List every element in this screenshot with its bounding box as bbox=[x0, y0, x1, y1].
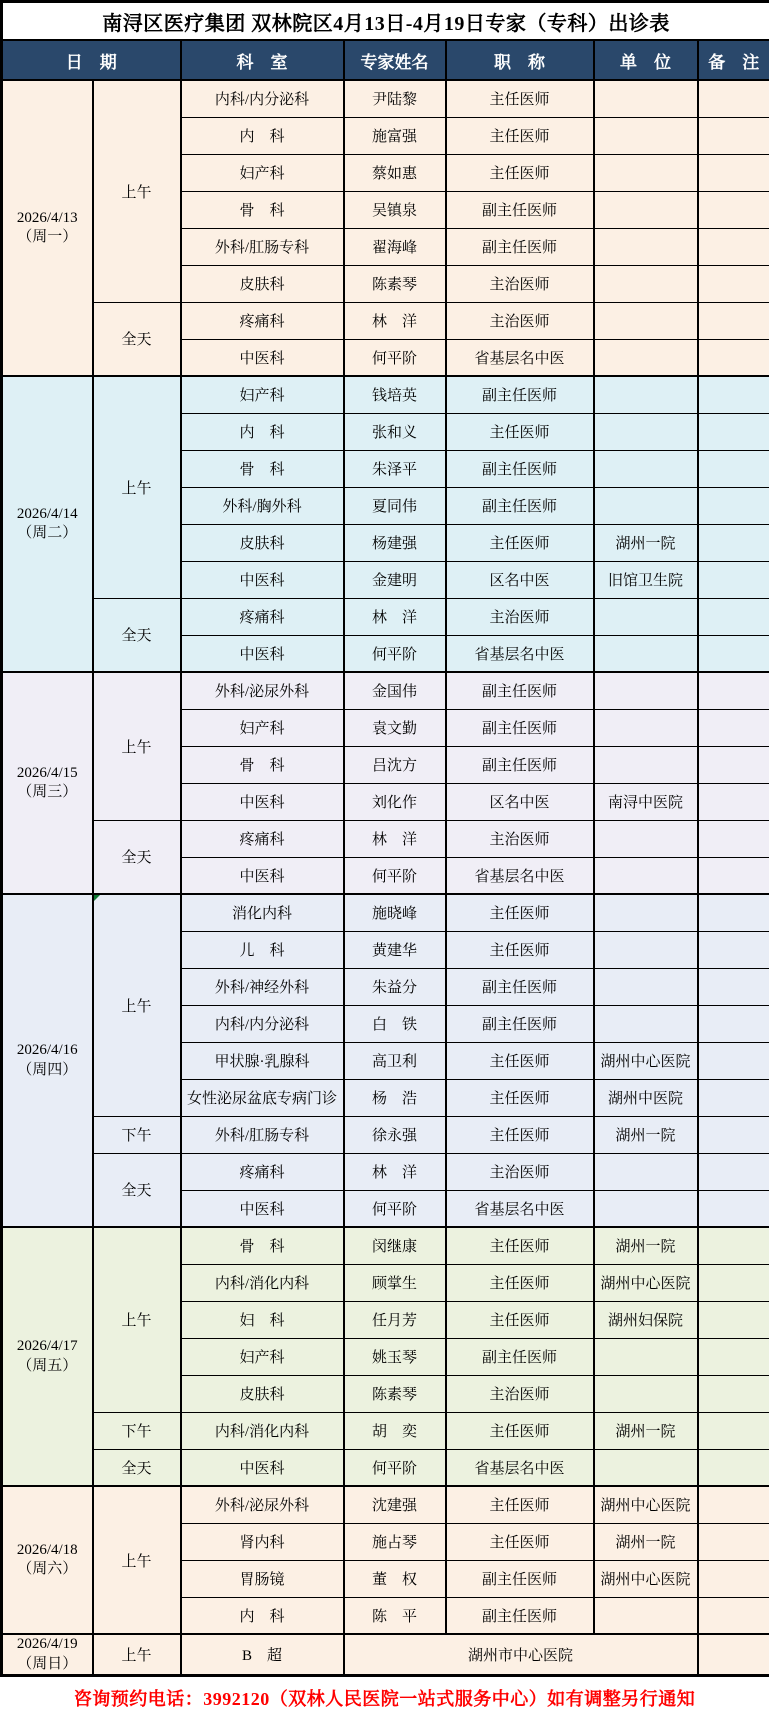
doctor-name-cell: 施占琴 bbox=[344, 1523, 446, 1560]
job-title-cell: 主治医师 bbox=[446, 302, 594, 339]
unit-cell bbox=[594, 709, 698, 746]
job-title-cell: 主任医师 bbox=[446, 1264, 594, 1301]
date-cell bbox=[2, 1634, 93, 1676]
session-cell: 全天 bbox=[93, 820, 181, 894]
department-cell: 内 科 bbox=[181, 1597, 344, 1634]
date-cell bbox=[2, 80, 93, 376]
department-cell: 胃肠镜 bbox=[181, 1560, 344, 1597]
job-title-cell: 主任医师 bbox=[446, 931, 594, 968]
session-cell: 上午 bbox=[93, 376, 181, 598]
unit-cell: 湖州一院 bbox=[594, 1227, 698, 1264]
note-cell bbox=[698, 339, 769, 376]
doctor-name-cell: 杨建强 bbox=[344, 524, 446, 561]
note-cell bbox=[698, 1042, 769, 1079]
unit-cell: 湖州一院 bbox=[594, 1116, 698, 1153]
schedule-row bbox=[2, 1449, 769, 1486]
job-title-cell: 主治医师 bbox=[446, 265, 594, 302]
schedule-row bbox=[2, 1116, 769, 1153]
unit-cell bbox=[594, 672, 698, 709]
doctor-name-cell: 钱培英 bbox=[344, 376, 446, 413]
job-title-cell: 副主任医师 bbox=[446, 376, 594, 413]
doctor-name-cell: 张和义 bbox=[344, 413, 446, 450]
department-cell: 骨 科 bbox=[181, 1227, 344, 1264]
job-title-cell: 主任医师 bbox=[446, 1042, 594, 1079]
note-cell bbox=[698, 154, 769, 191]
doctor-name-cell: 徐永强 bbox=[344, 1116, 446, 1153]
department-cell: 外科/泌尿外科 bbox=[181, 672, 344, 709]
unit-cell bbox=[594, 302, 698, 339]
unit-cell bbox=[594, 1597, 698, 1634]
job-title-cell: 副主任医师 bbox=[446, 487, 594, 524]
department-cell: 妇产科 bbox=[181, 1338, 344, 1375]
doctor-name-cell: 何平阶 bbox=[344, 1190, 446, 1227]
session-cell: 全天 bbox=[93, 1449, 181, 1486]
note-cell bbox=[698, 1523, 769, 1560]
schedule-row bbox=[2, 598, 769, 635]
note-cell bbox=[698, 1190, 769, 1227]
doctor-name-cell: 沈建强 bbox=[344, 1486, 446, 1523]
note-cell bbox=[698, 1227, 769, 1264]
note-cell bbox=[698, 1153, 769, 1190]
date-cell bbox=[2, 1227, 93, 1486]
department-cell: 中医科 bbox=[181, 783, 344, 820]
schedule-row bbox=[2, 1634, 769, 1676]
job-title-cell: 主任医师 bbox=[446, 1486, 594, 1523]
unit-cell: 南浔中医院 bbox=[594, 783, 698, 820]
unit-cell: 湖州中心医院 bbox=[594, 1486, 698, 1523]
note-cell bbox=[698, 1338, 769, 1375]
note-cell bbox=[698, 117, 769, 154]
department-cell: 骨 科 bbox=[181, 746, 344, 783]
job-title-cell: 省基层名中医 bbox=[446, 635, 594, 672]
unit-cell bbox=[594, 968, 698, 1005]
department-cell: 内 科 bbox=[181, 117, 344, 154]
unit-cell bbox=[594, 1449, 698, 1486]
note-cell bbox=[698, 894, 769, 931]
doctor-name-cell: 林 洋 bbox=[344, 598, 446, 635]
unit-cell: 湖州一院 bbox=[594, 1412, 698, 1449]
department-cell: 甲状腺·乳腺科 bbox=[181, 1042, 344, 1079]
note-cell bbox=[698, 1301, 769, 1338]
doctor-name-cell: 袁文勤 bbox=[344, 709, 446, 746]
department-cell: 肾内科 bbox=[181, 1523, 344, 1560]
weekday-text: （周日） bbox=[4, 1655, 91, 1675]
unit-cell bbox=[594, 857, 698, 894]
job-title-cell: 主治医师 bbox=[446, 598, 594, 635]
table-header-row bbox=[2, 40, 769, 80]
job-title-cell: 主任医师 bbox=[446, 894, 594, 931]
schedule-row bbox=[2, 820, 769, 857]
job-title-cell: 副主任医师 bbox=[446, 672, 594, 709]
department-cell: B 超 bbox=[181, 1634, 344, 1676]
job-title-cell: 副主任医师 bbox=[446, 1338, 594, 1375]
note-cell bbox=[698, 265, 769, 302]
note-cell bbox=[698, 191, 769, 228]
schedule-row bbox=[2, 894, 769, 931]
date-text: 2026/4/15 bbox=[4, 764, 91, 784]
weekday-text: （周五） bbox=[4, 1357, 91, 1377]
unit-cell bbox=[594, 1190, 698, 1227]
doctor-name-cell: 林 洋 bbox=[344, 820, 446, 857]
note-cell bbox=[698, 1634, 769, 1676]
schedule-row bbox=[2, 302, 769, 339]
job-title-cell: 副主任医师 bbox=[446, 1597, 594, 1634]
unit-cell bbox=[594, 154, 698, 191]
column-header-title: 职 称 bbox=[446, 40, 594, 80]
unit-cell: 湖州妇保院 bbox=[594, 1301, 698, 1338]
session-cell: 上午 bbox=[93, 80, 181, 302]
note-cell bbox=[698, 1412, 769, 1449]
job-title-cell: 主治医师 bbox=[446, 1375, 594, 1412]
date-text: 2026/4/17 bbox=[4, 1337, 91, 1357]
note-cell bbox=[698, 1597, 769, 1634]
note-cell bbox=[698, 746, 769, 783]
doctor-name-cell: 翟海峰 bbox=[344, 228, 446, 265]
doctor-name-cell: 吴镇泉 bbox=[344, 191, 446, 228]
department-cell: 皮肤科 bbox=[181, 524, 344, 561]
title-row bbox=[2, 2, 769, 41]
department-cell: 妇产科 bbox=[181, 376, 344, 413]
department-cell: 妇产科 bbox=[181, 154, 344, 191]
department-cell: 女性泌尿盆底专病门诊 bbox=[181, 1079, 344, 1116]
doctor-name-cell: 施富强 bbox=[344, 117, 446, 154]
job-title-cell: 主任医师 bbox=[446, 154, 594, 191]
doctor-name-cell: 何平阶 bbox=[344, 857, 446, 894]
department-cell: 中医科 bbox=[181, 339, 344, 376]
job-title-cell: 副主任医师 bbox=[446, 228, 594, 265]
unit-cell bbox=[594, 1153, 698, 1190]
note-cell bbox=[698, 487, 769, 524]
doctor-name-cell: 刘化作 bbox=[344, 783, 446, 820]
note-cell bbox=[698, 1449, 769, 1486]
column-header-unit: 单 位 bbox=[594, 40, 698, 80]
doctor-name-cell: 金国伟 bbox=[344, 672, 446, 709]
unit-cell bbox=[594, 191, 698, 228]
doctor-name-cell: 吕沈方 bbox=[344, 746, 446, 783]
department-cell: 外科/胸外科 bbox=[181, 487, 344, 524]
department-cell: 中医科 bbox=[181, 635, 344, 672]
job-title-cell: 主任医师 bbox=[446, 80, 594, 117]
department-cell: 外科/神经外科 bbox=[181, 968, 344, 1005]
date-cell bbox=[2, 894, 93, 1227]
job-title-cell: 主任医师 bbox=[446, 1116, 594, 1153]
job-title-cell: 副主任医师 bbox=[446, 746, 594, 783]
page-title: 南浔区医疗集团 双林院区4月13日-4月19日专家（专科）出诊表 bbox=[2, 2, 769, 41]
weekday-text: （周三） bbox=[4, 783, 91, 803]
department-cell: 骨 科 bbox=[181, 450, 344, 487]
unit-cell bbox=[594, 894, 698, 931]
doctor-name-cell: 何平阶 bbox=[344, 635, 446, 672]
department-cell: 妇 科 bbox=[181, 1301, 344, 1338]
doctor-name-cell: 施晓峰 bbox=[344, 894, 446, 931]
doctor-name-cell: 尹陆黎 bbox=[344, 80, 446, 117]
department-cell: 儿 科 bbox=[181, 931, 344, 968]
doctor-name-cell: 陈素琴 bbox=[344, 265, 446, 302]
column-header-department: 科 室 bbox=[181, 40, 344, 80]
department-cell: 疼痛科 bbox=[181, 598, 344, 635]
weekday-text: （周二） bbox=[4, 524, 91, 544]
department-cell: 外科/肛肠专科 bbox=[181, 228, 344, 265]
department-cell: 疼痛科 bbox=[181, 820, 344, 857]
department-cell: 内科/内分泌科 bbox=[181, 80, 344, 117]
job-title-cell: 主任医师 bbox=[446, 1227, 594, 1264]
session-cell: 上午 bbox=[93, 672, 181, 820]
session-cell: 全天 bbox=[93, 302, 181, 376]
department-cell: 中医科 bbox=[181, 561, 344, 598]
note-cell bbox=[698, 561, 769, 598]
column-header-date: 日 期 bbox=[2, 40, 181, 80]
job-title-cell: 副主任医师 bbox=[446, 191, 594, 228]
unit-cell bbox=[594, 1338, 698, 1375]
department-cell: 疼痛科 bbox=[181, 1153, 344, 1190]
column-header-expert-name: 专家姓名 bbox=[344, 40, 446, 80]
note-cell bbox=[698, 857, 769, 894]
session-cell: 全天 bbox=[93, 1153, 181, 1227]
date-cell bbox=[2, 376, 93, 672]
doctor-name-cell: 闵继康 bbox=[344, 1227, 446, 1264]
column-header-note: 备 注 bbox=[698, 40, 769, 80]
doctor-name-cell: 胡 奕 bbox=[344, 1412, 446, 1449]
note-cell bbox=[698, 783, 769, 820]
merged-hospital-cell: 湖州市中心医院 bbox=[344, 1634, 698, 1676]
date-text: 2026/4/14 bbox=[4, 505, 91, 525]
job-title-cell: 主任医师 bbox=[446, 1079, 594, 1116]
note-cell bbox=[698, 1560, 769, 1597]
unit-cell: 湖州一院 bbox=[594, 1523, 698, 1560]
session-cell: 下午 bbox=[93, 1412, 181, 1449]
session-cell: 下午 bbox=[93, 1116, 181, 1153]
note-cell bbox=[698, 1079, 769, 1116]
department-cell: 外科/泌尿外科 bbox=[181, 1486, 344, 1523]
excel-comment-marker-icon bbox=[94, 895, 100, 901]
job-title-cell: 副主任医师 bbox=[446, 968, 594, 1005]
unit-cell bbox=[594, 931, 698, 968]
job-title-cell: 主任医师 bbox=[446, 524, 594, 561]
unit-cell: 湖州中医院 bbox=[594, 1079, 698, 1116]
job-title-cell: 副主任医师 bbox=[446, 1005, 594, 1042]
unit-cell bbox=[594, 487, 698, 524]
job-title-cell: 副主任医师 bbox=[446, 1560, 594, 1597]
department-cell: 内科/消化内科 bbox=[181, 1412, 344, 1449]
note-cell bbox=[698, 820, 769, 857]
schedule-row bbox=[2, 80, 769, 117]
unit-cell bbox=[594, 635, 698, 672]
department-cell: 消化内科 bbox=[181, 894, 344, 931]
schedule-row bbox=[2, 1412, 769, 1449]
date-cell bbox=[2, 672, 93, 894]
unit-cell bbox=[594, 820, 698, 857]
note-cell bbox=[698, 635, 769, 672]
doctor-name-cell: 蔡如惠 bbox=[344, 154, 446, 191]
unit-cell bbox=[594, 746, 698, 783]
doctor-name-cell: 朱益分 bbox=[344, 968, 446, 1005]
weekday-text: （周四） bbox=[4, 1061, 91, 1081]
note-cell bbox=[698, 1264, 769, 1301]
job-title-cell: 主任医师 bbox=[446, 1301, 594, 1338]
doctor-name-cell: 何平阶 bbox=[344, 1449, 446, 1486]
session-cell: 上午 bbox=[93, 1227, 181, 1412]
date-text: 2026/4/16 bbox=[4, 1041, 91, 1061]
session-cell: 上午 bbox=[93, 894, 181, 1116]
job-title-cell: 省基层名中医 bbox=[446, 339, 594, 376]
doctor-name-cell: 何平阶 bbox=[344, 339, 446, 376]
weekday-text: （周六） bbox=[4, 1560, 91, 1580]
unit-cell: 湖州中心医院 bbox=[594, 1264, 698, 1301]
doctor-name-cell: 任月芳 bbox=[344, 1301, 446, 1338]
note-cell bbox=[698, 598, 769, 635]
doctor-name-cell: 高卫利 bbox=[344, 1042, 446, 1079]
job-title-cell: 主任医师 bbox=[446, 413, 594, 450]
unit-cell bbox=[594, 117, 698, 154]
doctor-name-cell: 黄建华 bbox=[344, 931, 446, 968]
date-text: 2026/4/13 bbox=[4, 209, 91, 229]
unit-cell: 湖州中心医院 bbox=[594, 1042, 698, 1079]
note-cell bbox=[698, 968, 769, 1005]
unit-cell: 湖州中心医院 bbox=[594, 1560, 698, 1597]
session-cell: 全天 bbox=[93, 598, 181, 672]
doctor-name-cell: 董 权 bbox=[344, 1560, 446, 1597]
department-cell: 妇产科 bbox=[181, 709, 344, 746]
department-cell: 内科/消化内科 bbox=[181, 1264, 344, 1301]
unit-cell bbox=[594, 265, 698, 302]
schedule-row bbox=[2, 376, 769, 413]
note-cell bbox=[698, 80, 769, 117]
job-title-cell: 主治医师 bbox=[446, 1153, 594, 1190]
unit-cell bbox=[594, 450, 698, 487]
job-title-cell: 省基层名中医 bbox=[446, 857, 594, 894]
note-cell bbox=[698, 302, 769, 339]
job-title-cell: 省基层名中医 bbox=[446, 1190, 594, 1227]
date-text: 2026/4/18 bbox=[4, 1541, 91, 1561]
job-title-cell: 主任医师 bbox=[446, 1523, 594, 1560]
note-cell bbox=[698, 1116, 769, 1153]
department-cell: 皮肤科 bbox=[181, 265, 344, 302]
department-cell: 中医科 bbox=[181, 857, 344, 894]
department-cell: 内科/内分泌科 bbox=[181, 1005, 344, 1042]
note-cell bbox=[698, 1486, 769, 1523]
doctor-name-cell: 陈 平 bbox=[344, 1597, 446, 1634]
doctor-name-cell: 林 洋 bbox=[344, 1153, 446, 1190]
job-title-cell: 主任医师 bbox=[446, 117, 594, 154]
note-cell bbox=[698, 709, 769, 746]
doctor-name-cell: 金建明 bbox=[344, 561, 446, 598]
note-cell bbox=[698, 1375, 769, 1412]
department-cell: 中医科 bbox=[181, 1190, 344, 1227]
department-cell: 内 科 bbox=[181, 413, 344, 450]
unit-cell bbox=[594, 413, 698, 450]
department-cell: 中医科 bbox=[181, 1449, 344, 1486]
unit-cell bbox=[594, 598, 698, 635]
job-title-cell: 省基层名中医 bbox=[446, 1449, 594, 1486]
doctor-name-cell: 夏同伟 bbox=[344, 487, 446, 524]
note-cell bbox=[698, 228, 769, 265]
job-title-cell: 副主任医师 bbox=[446, 450, 594, 487]
unit-cell bbox=[594, 1005, 698, 1042]
doctor-name-cell: 白 铁 bbox=[344, 1005, 446, 1042]
schedule-row bbox=[2, 1227, 769, 1264]
session-cell: 上午 bbox=[93, 1486, 181, 1634]
department-cell: 皮肤科 bbox=[181, 1375, 344, 1412]
department-cell: 外科/肛肠专科 bbox=[181, 1116, 344, 1153]
job-title-cell: 区名中医 bbox=[446, 783, 594, 820]
note-cell bbox=[698, 450, 769, 487]
weekday-text: （周一） bbox=[4, 228, 91, 248]
department-cell: 骨 科 bbox=[181, 191, 344, 228]
unit-cell bbox=[594, 1375, 698, 1412]
schedule-row bbox=[2, 1486, 769, 1523]
date-text: 2026/4/19 bbox=[4, 1635, 91, 1655]
unit-cell bbox=[594, 80, 698, 117]
schedule-row bbox=[2, 1153, 769, 1190]
unit-cell bbox=[594, 339, 698, 376]
unit-cell bbox=[594, 376, 698, 413]
doctor-name-cell: 杨 浩 bbox=[344, 1079, 446, 1116]
schedule-row bbox=[2, 672, 769, 709]
job-title-cell: 主治医师 bbox=[446, 820, 594, 857]
job-title-cell: 主任医师 bbox=[446, 1412, 594, 1449]
doctor-name-cell: 陈素琴 bbox=[344, 1375, 446, 1412]
unit-cell bbox=[594, 228, 698, 265]
note-cell bbox=[698, 376, 769, 413]
note-cell bbox=[698, 1005, 769, 1042]
unit-cell: 旧馆卫生院 bbox=[594, 561, 698, 598]
note-cell bbox=[698, 672, 769, 709]
doctor-name-cell: 林 洋 bbox=[344, 302, 446, 339]
booking-phone-notice: 咨询预约电话：3992120（双林人民医院一站式服务中心）如有调整另行通知 bbox=[0, 1677, 769, 1718]
note-cell bbox=[698, 931, 769, 968]
doctor-name-cell: 朱泽平 bbox=[344, 450, 446, 487]
note-cell bbox=[698, 524, 769, 561]
doctor-name-cell: 姚玉琴 bbox=[344, 1338, 446, 1375]
note-cell bbox=[698, 413, 769, 450]
doctor-name-cell: 顾掌生 bbox=[344, 1264, 446, 1301]
unit-cell: 湖州一院 bbox=[594, 524, 698, 561]
date-cell bbox=[2, 1486, 93, 1634]
job-title-cell: 区名中医 bbox=[446, 561, 594, 598]
session-cell: 上午 bbox=[93, 1634, 181, 1676]
job-title-cell: 副主任医师 bbox=[446, 709, 594, 746]
department-cell: 疼痛科 bbox=[181, 302, 344, 339]
